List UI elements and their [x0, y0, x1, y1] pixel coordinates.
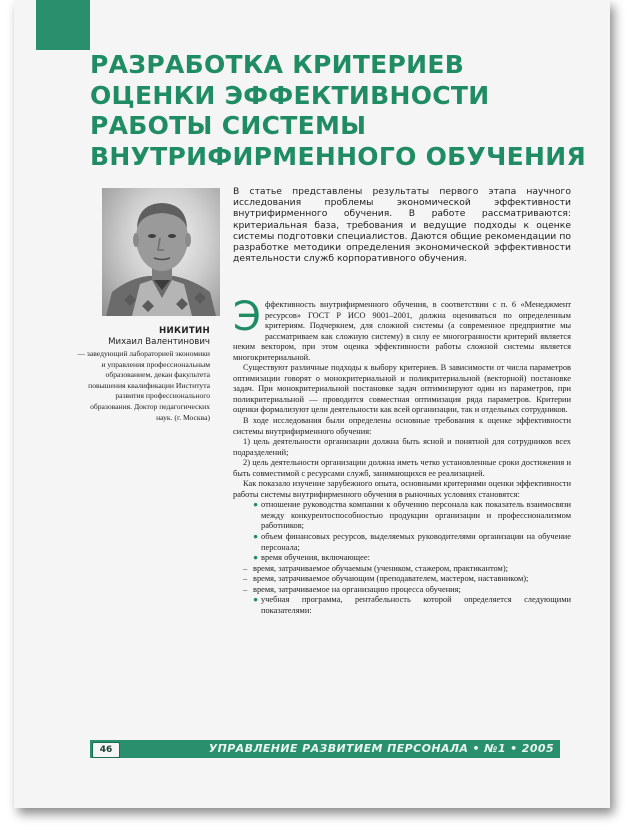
list-item-text: время, затрачиваемое обучаемым (учеником, стажером, практикантом);	[253, 563, 508, 573]
list-item-text: отношение руководства компании к обучению персонала как показатель взаимосвязи между конкурентоспособностью продукции организации и профессионализмом работников;	[261, 500, 571, 531]
list-item	[233, 500, 571, 532]
list-item-text: время, затрачиваемое на организацию процесса обучения;	[253, 584, 461, 594]
criteria-list	[233, 500, 571, 616]
dash-icon: –	[243, 563, 248, 573]
title-line: ОЦЕНКИ ЭФФЕКТИВНОСТИ	[90, 80, 490, 110]
paragraph-text: ффективность внутрифирменного обучения, в соответствии с п. 6 «Менеджмент ресурсов» ГОСТ Р ИСО 9001–2001, должна оцениваться по определенным критериям. Подчеркнем, для сложной системы (а современное предприятие мы рассматриваем как сложную систему) в силу ее многогранности критерий является неким вектором, при этом оценка эффективности работы сложной системы является многокритериальной.	[233, 300, 571, 362]
author-surname: НИКИТИН	[159, 326, 210, 336]
paragraph: 2) цель деятельности организации должна иметь четко установленные сроки достижения и быть совместимой с ресурсами служб, занимающихся ее реализацией.	[233, 458, 571, 478]
bullet-icon: ●	[253, 595, 259, 605]
journal-title: УПРАВЛЕНИЕ РАЗВИТИЕМ ПЕРСОНАЛА • №1 • 2005	[208, 742, 554, 755]
paragraph: Как показало изучение зарубежного опыта, основными критериями оценки эффективности работы системы внутрифирменного обучения в рыночных условиях становятся:	[233, 479, 571, 499]
article-title	[90, 50, 590, 172]
list-item	[233, 595, 571, 616]
list-item-text: объем финансовых ресурсов, выделяемых руководителями организации на обучение персонала;	[261, 532, 571, 552]
author-bio: — заведующий лабораторией экономики и управления профессиональным образованием, декан факультета повышения квалификации Института развития профессионального образования. Доктор педагогических наук. (г. Москва)	[77, 349, 210, 422]
dash-icon: –	[243, 574, 248, 584]
author-photo	[102, 188, 220, 316]
list-item-text: время обучения, включающее:	[261, 553, 370, 563]
article-lead: В статье представлены результаты первого этапа научного исследования проблемы экономической эффективности внутрифирменного обучения. В работе рассматриваются: критериальная база, требования и ведущие подходы к оценке системы подготовки специалистов. Даются общие рекомендации по разработке методики определения экономической эффективности деятельности служб корпоративного обучения.	[233, 186, 571, 265]
paragraph: В ходе исследования были определены основные требования к оценке эффективности системы внутрифирменного обучения:	[233, 416, 571, 436]
bullet-icon: ●	[253, 500, 259, 510]
paragraph: 1) цель деятельности организации должна быть ясной и понятной для сотрудников всех подразделений;	[233, 437, 571, 457]
paragraph: Существуют различные подходы к выбору критериев. В зависимости от числа параметров оптимизации говорят о монокритериальной и поликритериальной (векторной) постановке задач. При монокритериальной постановке задач оптимизируют один из параметров, при поликритериальной — проводится совместная оптимизация ряда параметров. Критерии оценки формализуют цели деятельности как всей организации, так и отдельных сотрудников.	[233, 363, 571, 415]
sub-list-item	[233, 564, 571, 575]
sub-list-item	[233, 585, 571, 596]
author-given-names: Михаил Валентинович	[108, 337, 210, 347]
page-number: 46	[92, 742, 120, 758]
sub-list-item	[233, 574, 571, 585]
magazine-page	[14, 0, 610, 808]
list-item	[233, 532, 571, 553]
drop-cap: Э	[233, 294, 261, 340]
header-accent-bar	[36, 0, 90, 50]
author-portrait-image	[102, 188, 220, 316]
author-block	[74, 326, 210, 423]
list-item-text: время, затрачиваемое обучающим (преподавателем, мастером, наставником);	[253, 574, 529, 584]
bullet-icon: ●	[253, 553, 259, 563]
bullet-icon: ●	[253, 532, 259, 542]
list-item	[233, 553, 571, 564]
dash-icon: –	[243, 584, 248, 594]
article-body	[233, 294, 571, 616]
title-line: РАБОТЫ СИСТЕМЫ	[90, 111, 367, 140]
list-item-text: учебная программа, рентабельность которой определяется следующими показателями:	[261, 595, 571, 615]
paragraph	[233, 294, 571, 363]
title-line: ВНУТРИФИРМЕННОГО ОБУЧЕНИЯ	[90, 141, 586, 171]
title-line: РАЗРАБОТКА КРИТЕРИЕВ	[90, 50, 465, 79]
